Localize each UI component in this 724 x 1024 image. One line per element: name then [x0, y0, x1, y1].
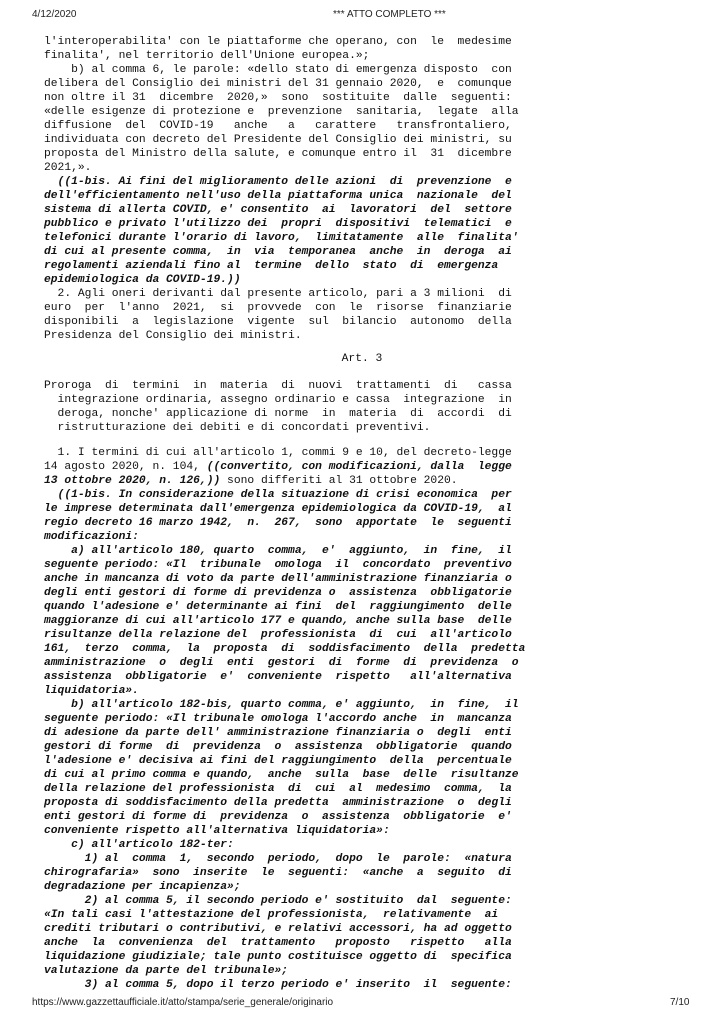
text-line: l'interoperabilita' con le piattaforme che operano, con le medesime: [44, 36, 512, 48]
text-line: 2. Agli oneri derivanti dal presente articolo, pari a 3 milioni di: [44, 288, 512, 300]
text-line: deroga, nonche' applicazione di norme in materia di accordi di: [44, 408, 512, 420]
text-line: di cui al primo comma e quando, anche sulla base delle risultanze: [44, 769, 519, 781]
text-line: finalita', nel territorio dell'Unione europea.»;: [44, 50, 370, 62]
text-line: degradazione per incapienza»;: [44, 881, 241, 893]
text-line: seguente periodo: «Il tribunale omologa l'accordo anche in mancanza: [44, 713, 512, 725]
text-line: risultanze della relazione del professionista di cui all'articolo: [44, 629, 512, 641]
text-line: della relazione del professionista di cui al medesimo comma, la: [44, 783, 512, 795]
text-line: «In tali casi l'attestazione del professionista, relativamente ai: [44, 909, 499, 921]
text-line: di adesione da parte dell' amministrazione finanziaria o degli enti: [44, 727, 512, 739]
text-line: pubblico e privato l'utilizzo dei propri dispositivi telematici e: [44, 218, 512, 230]
text-line: anche la convenienza del trattamento proposto rispetto alla: [44, 937, 512, 949]
text-line: 14 agosto 2020, n. 104, ((convertito, con modificazioni, dalla legge: [44, 461, 512, 473]
text-line: diffusione del COVID-19 anche a carattere transfrontaliero,: [44, 120, 512, 132]
text-line: Proroga di termini in materia di nuovi trattamenti di cassa: [44, 380, 512, 392]
text-line: 1. I termini di cui all'articolo 1, commi 9 e 10, del decreto-legge: [44, 447, 512, 459]
text-line: disponibili a legislazione vigente sul bilancio autonomo della: [44, 316, 512, 328]
text-line: c) all'articolo 182-ter:: [44, 839, 234, 851]
text-line: seguente periodo: «Il tribunale omologa il concordato preventivo: [44, 559, 512, 571]
text-line: di cui al presente comma, in via temporanea anche in deroga ai: [44, 246, 512, 258]
text-line: epidemiologica da COVID-19.)): [44, 274, 241, 286]
text-line: conveniente rispetto all'alternativa liquidatoria»:: [44, 825, 390, 837]
text-line: Presidenza del Consiglio dei ministri.: [44, 330, 302, 342]
text-line: gestori di forme di previdenza o assistenza obbligatorie quando: [44, 741, 512, 753]
text-line: enti gestori di forme di previdenza o assistenza obbligatorie e': [44, 811, 512, 823]
text-line: 2021,».: [44, 162, 92, 174]
text-line: 161, terzo comma, la proposta di soddisfacimento della predetta: [44, 643, 526, 655]
print-date: 4/12/2020: [32, 9, 77, 20]
text-line: maggioranze di cui all'articolo 177 e quando, anche sulla base delle: [44, 615, 512, 627]
text-line: l'adesione e' decisiva ai fini del raggiungimento della percentuale: [44, 755, 512, 767]
text-line: degli enti gestori di forme di previdenza o assistenza obbligatorie: [44, 587, 512, 599]
footer-url: https://www.gazzettaufficiale.it/atto/stampa/serie_generale/originario: [32, 997, 334, 1008]
page-header-title: *** ATTO COMPLETO ***: [333, 9, 446, 20]
text-line: regio decreto 16 marzo 1942, n. 267, sono apportate le seguenti: [44, 517, 512, 529]
text-line: 3) al comma 5, dopo il terzo periodo e' inserito il seguente:: [44, 979, 512, 991]
text-line: delibera del Consiglio dei ministri del 31 gennaio 2020, e comunque: [44, 78, 512, 90]
text-line: euro per l'anno 2021, si provvede con le risorse finanziarie: [44, 302, 512, 314]
text-line: ((1-bis. In considerazione della situazione di crisi economica per: [44, 489, 512, 501]
text-line: telefonici durante l'orario di lavoro, limitatamente alle finalita': [44, 232, 519, 244]
text-line: modificazioni:: [44, 531, 139, 543]
text-line: ((1-bis. Ai fini del miglioramento delle azioni di prevenzione e: [44, 176, 512, 188]
text-line: liquidazione giudiziale; tale punto costituisce oggetto di specifica: [44, 951, 512, 963]
text-line: integrazione ordinaria, assegno ordinario e cassa integrazione in: [44, 394, 512, 406]
text-line: amministrazione o degli enti gestori di forme di previdenza o: [44, 657, 519, 669]
text-line: a) all'articolo 180, quarto comma, e' aggiunto, in fine, il: [44, 545, 512, 557]
page-number: 7/10: [670, 997, 690, 1008]
text-line: ristrutturazione dei debiti e di concordati preventivi.: [44, 422, 431, 434]
text-line: proposta del Ministro della salute, e comunque entro il 31 dicembre: [44, 148, 512, 160]
text-line: 13 ottobre 2020, n. 126,)) sono differiti al 31 ottobre 2020.: [44, 475, 458, 487]
text-line: non oltre il 31 dicembre 2020,» sono sostituite dalle seguenti:: [44, 92, 512, 104]
text-line: regolamenti aziendali fino al termine dello stato di emergenza: [44, 260, 499, 272]
text-line: 2) al comma 5, il secondo periodo e' sostituito dal seguente:: [44, 895, 512, 907]
text-line: crediti tributari o contributivi, e relativi accessori, ha ad oggetto: [44, 923, 512, 935]
text-line: assistenza obbligatorie e' conveniente rispetto all'alternativa: [44, 671, 512, 683]
text-line: «delle esigenze di protezione e prevenzione sanitaria, legate alla: [44, 106, 519, 118]
text-line: 1) al comma 1, secondo periodo, dopo le parole: «natura: [44, 853, 512, 865]
text-line: b) al comma 6, le parole: «dello stato di emergenza disposto con: [44, 64, 512, 76]
text-line: dell'efficientamento nell'uso della piattaforma unica nazionale del: [44, 190, 512, 202]
text-line: sistema di allerta COVID, e' consentito ai lavoratori del settore: [44, 204, 512, 216]
text-line: proposta di soddisfacimento della predetta amministrazione o degli: [44, 797, 512, 809]
text-line: anche in mancanza di voto da parte dell'amministrazione finanziaria o: [44, 573, 512, 585]
text-line: individuata con decreto del Presidente del Consiglio dei ministri, su: [44, 134, 512, 146]
text-line: b) all'articolo 182-bis, quarto comma, e' aggiunto, in fine, il: [44, 699, 519, 711]
article-heading: Art. 3: [341, 353, 383, 365]
text-line: valutazione da parte del tribunale»;: [44, 965, 289, 977]
text-line: liquidatoria».: [44, 685, 139, 697]
text-line: chirografaria» sono inserite le seguenti: «anche a seguito di: [44, 867, 512, 879]
text-line: le imprese determinata dall'emergenza epidemiologica da COVID-19, al: [44, 503, 512, 515]
text-line: quando l'adesione e' determinante ai fini del raggiungimento delle: [44, 601, 512, 613]
